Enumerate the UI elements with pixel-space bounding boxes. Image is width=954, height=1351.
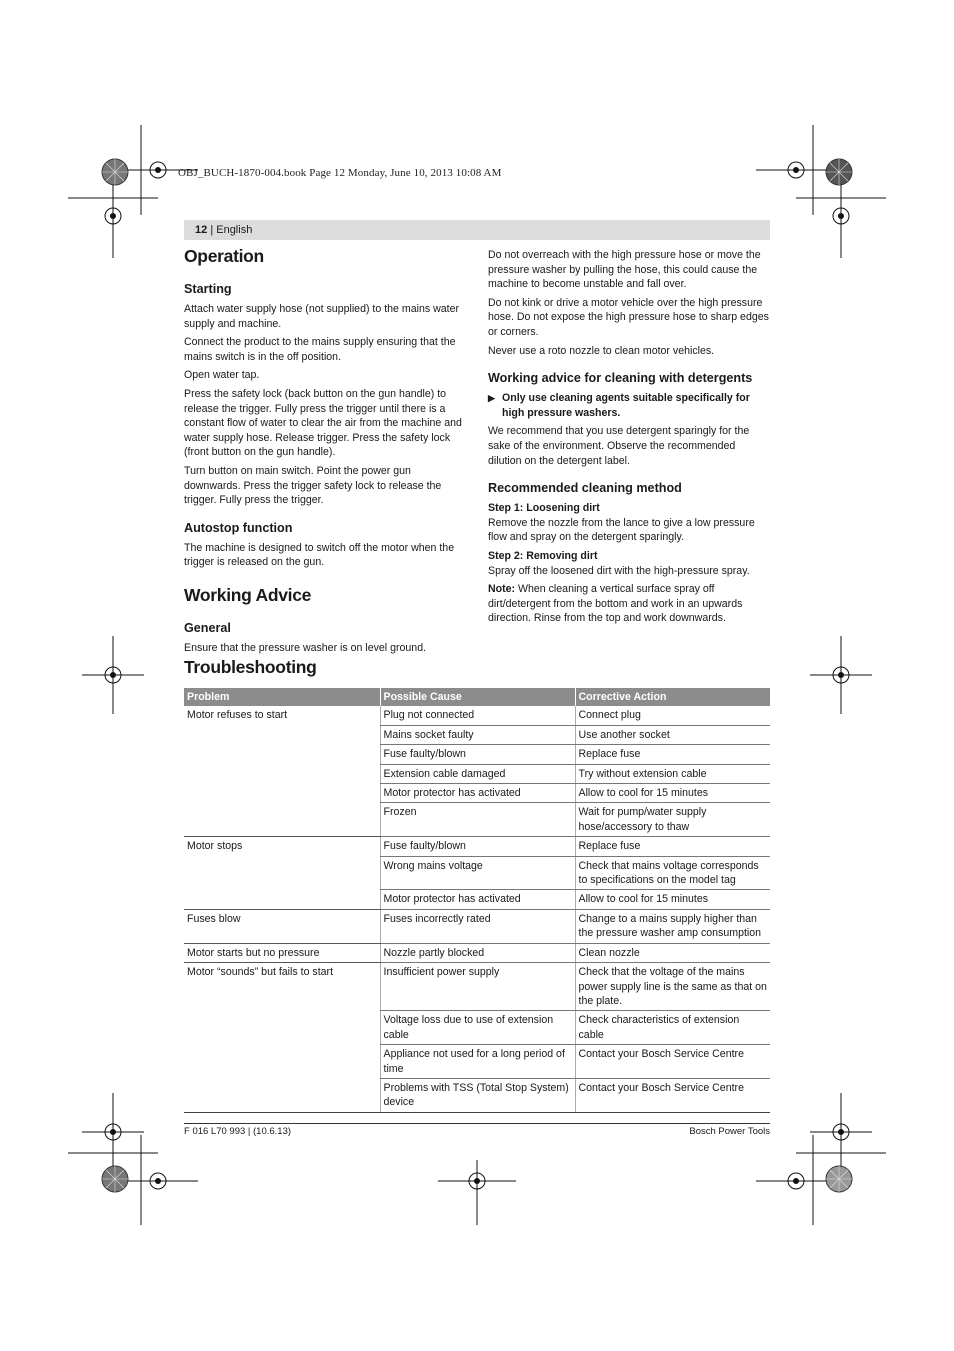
table-row xyxy=(184,909,770,943)
detergents-bullet xyxy=(488,391,770,420)
hose-paragraph-2: Do not kink or drive a motor vehicle over the high pressure hose. Do not expose the high pressure hose to sharp edges or corners. xyxy=(488,296,769,338)
step2-paragraph: Spray off the loosened dirt with the high-pressure spray. xyxy=(488,564,750,577)
general-heading: General xyxy=(184,620,231,635)
print-info: OBJ_BUCH-1870-004.book Page 12 Monday, June 10, 2013 10:08 AM xyxy=(178,167,502,179)
action-cell: Contact your Bosch Service Centre xyxy=(575,1078,770,1112)
starting-paragraph-2: Connect the product to the mains supply ensuring that the mains switch is in the off position. xyxy=(184,336,456,363)
hose-paragraph-1: Do not overreach with the high pressure hose or move the pressure washer by pulling the hose, this could cause the machine to become unstable and fall over. xyxy=(488,249,761,291)
autostop-heading: Autostop function xyxy=(184,520,293,535)
cause-cell: Motor protector has activated xyxy=(380,784,575,803)
cause-cell: Fuse faulty/blown xyxy=(380,837,575,856)
column-header-problem: Problem xyxy=(184,688,380,706)
action-cell: Try without extension cable xyxy=(575,764,770,783)
action-cell: Check characteristics of extension cable xyxy=(575,1011,770,1045)
action-cell: Replace fuse xyxy=(575,837,770,856)
right-column xyxy=(488,248,770,630)
cause-cell: Insufficient power supply xyxy=(380,963,575,1011)
problem-cell: Motor refuses to start xyxy=(184,706,380,836)
cause-cell: Wrong mains voltage xyxy=(380,856,575,890)
header-separator: | xyxy=(210,224,214,236)
cause-cell: Mains socket faulty xyxy=(380,725,575,744)
action-cell: Contact your Bosch Service Centre xyxy=(575,1045,770,1079)
bullet-arrow-icon: ▶ xyxy=(488,393,495,404)
working-advice-heading: Working Advice xyxy=(184,584,312,605)
starting-paragraph-4: Press the safety lock (back button on the gun handle) to release the trigger. Fully press the trigger until there is a constant flow of water to clear the air from the machine and water supply hose. Release trigger. Press the safety lock (front button on the gun handle). xyxy=(184,387,462,459)
autostop-paragraph: The machine is designed to switch off the motor when the trigger is released on the gun. xyxy=(184,541,455,569)
starting-paragraph-3: Open water tap. xyxy=(184,369,260,382)
problem-cell: Fuses blow xyxy=(184,909,380,943)
problem-cell: Motor starts but no pressure xyxy=(184,943,380,962)
action-cell: Change to a mains supply higher than the pressure washer amp consumption xyxy=(575,909,770,943)
footer-brand: Bosch Power Tools xyxy=(689,1126,770,1137)
detergents-heading: Working advice for cleaning with detergents xyxy=(488,371,753,386)
footer-document-code: F 016 L70 993 | (10.6.13) xyxy=(184,1126,292,1137)
step1-paragraph: Remove the nozzle from the lance to give a low pressure flow and spray on the detergent sparingly. xyxy=(488,516,755,544)
header-language: English xyxy=(216,224,253,236)
problem-cell: Motor stops xyxy=(184,837,380,910)
cause-cell: Plug not connected xyxy=(380,706,575,725)
note-paragraph xyxy=(488,582,770,626)
footer-divider xyxy=(184,1123,770,1124)
action-cell: Check that mains voltage corresponds to specifications on the model tag xyxy=(575,856,770,890)
column-header-action: Corrective Action xyxy=(575,688,770,706)
note-label: Note: xyxy=(488,583,516,596)
table-row xyxy=(184,943,770,962)
table-row xyxy=(184,706,770,725)
cause-cell: Voltage loss due to use of extension cable xyxy=(380,1011,575,1045)
troubleshooting-heading: Troubleshooting xyxy=(184,657,317,677)
cause-cell: Fuse faulty/blown xyxy=(380,745,575,764)
roto-nozzle-paragraph: Never use a roto nozzle to clean motor vehicles. xyxy=(488,344,715,357)
cause-cell: Frozen xyxy=(380,803,575,837)
cause-cell: Appliance not used for a long period of time xyxy=(380,1045,575,1079)
cause-cell: Fuses incorrectly rated xyxy=(380,909,575,943)
detergents-paragraph: We recommend that you use detergent sparingly for the sake of the environment. Observe the recommended dilution on the detergent label. xyxy=(488,425,750,467)
step1-heading: Step 1: Loosening dirt xyxy=(488,502,600,515)
action-cell: Clean nozzle xyxy=(575,943,770,962)
action-cell: Check that the voltage of the mains power supply line is the same as that on the plate. xyxy=(575,963,770,1011)
cleaning-method-heading: Recommended cleaning method xyxy=(488,481,682,496)
table-row xyxy=(184,837,770,856)
starting-paragraph-1: Attach water supply hose (not supplied) to the mains water supply and machine. xyxy=(184,303,459,330)
table-row xyxy=(184,963,770,1011)
problem-cell: Motor “sounds” but fails to start xyxy=(184,963,380,1113)
action-cell: Allow to cool for 15 minutes xyxy=(575,890,770,909)
action-cell: Connect plug xyxy=(575,706,770,725)
cause-cell: Nozzle partly blocked xyxy=(380,943,575,962)
action-cell: Use another socket xyxy=(575,725,770,744)
operation-heading: Operation xyxy=(184,246,264,266)
detergents-bullet-text: Only use cleaning agents suitable specifically for high pressure washers. xyxy=(502,392,750,419)
action-cell: Replace fuse xyxy=(575,745,770,764)
left-column xyxy=(184,245,466,660)
cause-cell: Motor protector has activated xyxy=(380,890,575,909)
cause-cell: Problems with TSS (Total Stop System) device xyxy=(380,1078,575,1112)
general-paragraph: Ensure that the pressure washer is on level ground. xyxy=(184,641,427,654)
step2-heading: Step 2: Removing dirt xyxy=(488,549,598,562)
starting-paragraph-5: Turn button on main switch. Point the power gun downwards. Press the trigger safety lock to release the trigger. Fully press the trigger. xyxy=(184,464,442,507)
table-header-row xyxy=(184,688,770,706)
starting-heading: Starting xyxy=(184,282,232,296)
column-header-cause: Possible Cause xyxy=(380,688,575,706)
note-text: When cleaning a vertical surface spray off dirt/detergent from the bottom and work in an upwards direction. Rinse from the top and work downwards. xyxy=(488,583,743,625)
cause-cell: Extension cable damaged xyxy=(380,764,575,783)
action-cell: Allow to cool for 15 minutes xyxy=(575,784,770,803)
page-number: 12 xyxy=(195,224,208,236)
troubleshooting-table xyxy=(184,688,770,1113)
page-header xyxy=(184,220,770,240)
action-cell: Wait for pump/water supply hose/accessory to thaw xyxy=(575,803,770,837)
